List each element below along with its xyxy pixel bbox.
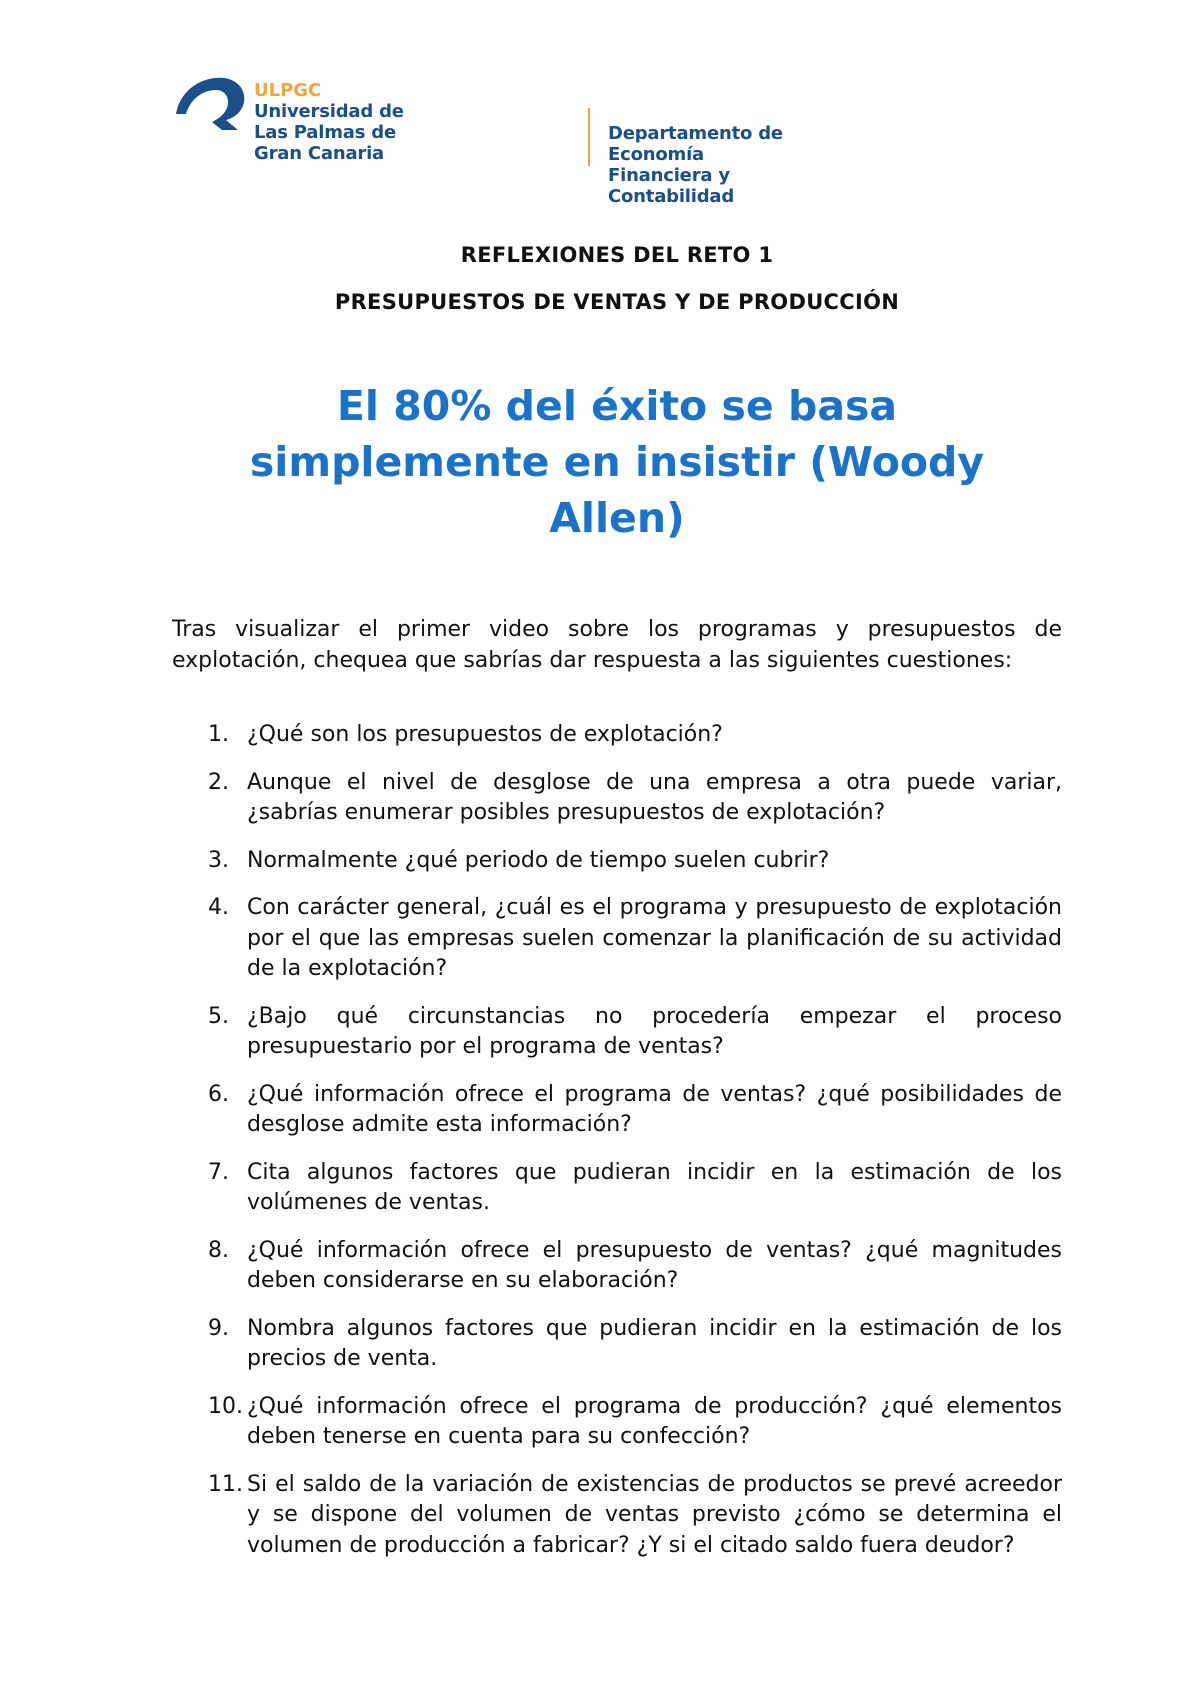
question-text: Normalmente ¿qué periodo de tiempo suelen cubrir?	[247, 847, 830, 873]
question-text: ¿Bajo qué circunstancias no procedería empezar el proceso presupuestario por el programa de ventas?	[247, 1003, 1062, 1059]
question-item	[172, 893, 1062, 985]
question-number: 1.	[208, 722, 229, 747]
university-line-1: Universidad de	[254, 101, 404, 122]
question-text: ¿Qué información ofrece el programa de producción? ¿qué elementos deben tenerse en cuenta para su confección?	[247, 1393, 1062, 1449]
question-item	[172, 1314, 1062, 1375]
question-number: 11.	[208, 1471, 243, 1497]
department-line-1: Departamento de	[608, 123, 783, 144]
question-text: ¿Qué son los presupuestos de explotación?	[247, 722, 723, 747]
question-text: Cita algunos factores que pudieran incidir en la estimación de los volúmenes de ventas.	[247, 1159, 1062, 1215]
question-item	[172, 1236, 1062, 1297]
question-text: Nombra algunos factores que pudieran incidir en la estimación de los precios de venta.	[247, 1315, 1062, 1371]
question-number: 3.	[208, 847, 229, 873]
question-item	[172, 720, 1062, 751]
document-title: REFLEXIONES DEL RETO 1	[460, 243, 774, 267]
university-line-2: Las Palmas de	[254, 122, 396, 143]
university-acronym: ULPGC	[254, 80, 322, 101]
university-line-3: Gran Canaria	[254, 143, 384, 164]
department-name	[608, 123, 812, 207]
question-number: 8.	[208, 1237, 229, 1263]
ulpgc-logo	[172, 70, 812, 207]
question-number: 4.	[208, 895, 229, 920]
question-text: Si el saldo de la variación de existencias de productos se prevé acreedor y se dispone del volumen de ventas previsto ¿cómo se determina el volumen de producción a fabricar? ¿Y si el citado saldo fuera deudor?	[247, 1471, 1062, 1558]
logo-divider	[588, 108, 590, 166]
quote-heading: El 80% del éxito se basa simplemente en insistir (Woody Allen)	[249, 382, 985, 542]
question-number: 9.	[208, 1315, 229, 1341]
question-number: 7.	[208, 1159, 229, 1185]
questions-list	[172, 720, 1062, 1578]
question-item	[172, 1470, 1062, 1562]
question-number: 10.	[208, 1393, 243, 1419]
question-text: ¿Qué información ofrece el presupuesto de ventas? ¿qué magnitudes deben considerarse en su elaboración?	[247, 1237, 1062, 1293]
question-item	[172, 1158, 1062, 1219]
question-text: Aunque el nivel de desglose de una empresa a otra puede variar, ¿sabrías enumerar posibles presupuestos de explotación?	[247, 769, 1062, 825]
question-number: 5.	[208, 1003, 229, 1029]
intro-paragraph: Tras visualizar el primer video sobre los programas y presupuestos de explotación, chequea que sabrías dar respuesta a las siguientes cuestiones:	[172, 617, 1062, 673]
question-item	[172, 768, 1062, 829]
question-item	[172, 1392, 1062, 1453]
question-item	[172, 1080, 1062, 1141]
question-item	[172, 1002, 1062, 1063]
document-subtitle: PRESUPUESTOS DE VENTAS Y DE PRODUCCIÓN	[334, 290, 900, 314]
question-text: ¿Qué información ofrece el programa de ventas? ¿qué posibilidades de desglose admite esta información?	[247, 1081, 1062, 1137]
question-number: 6.	[208, 1081, 229, 1107]
ulpgc-logo-mark-icon	[172, 72, 252, 142]
question-number: 2.	[208, 769, 229, 795]
question-text: Con carácter general, ¿cuál es el programa y presupuesto de explotación por el que las empresas suelen comenzar la planificación de su actividad de la explotación?	[247, 895, 1062, 981]
university-name	[254, 80, 404, 164]
department-line-2: Economía Financiera y Contabilidad	[608, 144, 735, 207]
question-item	[172, 846, 1062, 877]
